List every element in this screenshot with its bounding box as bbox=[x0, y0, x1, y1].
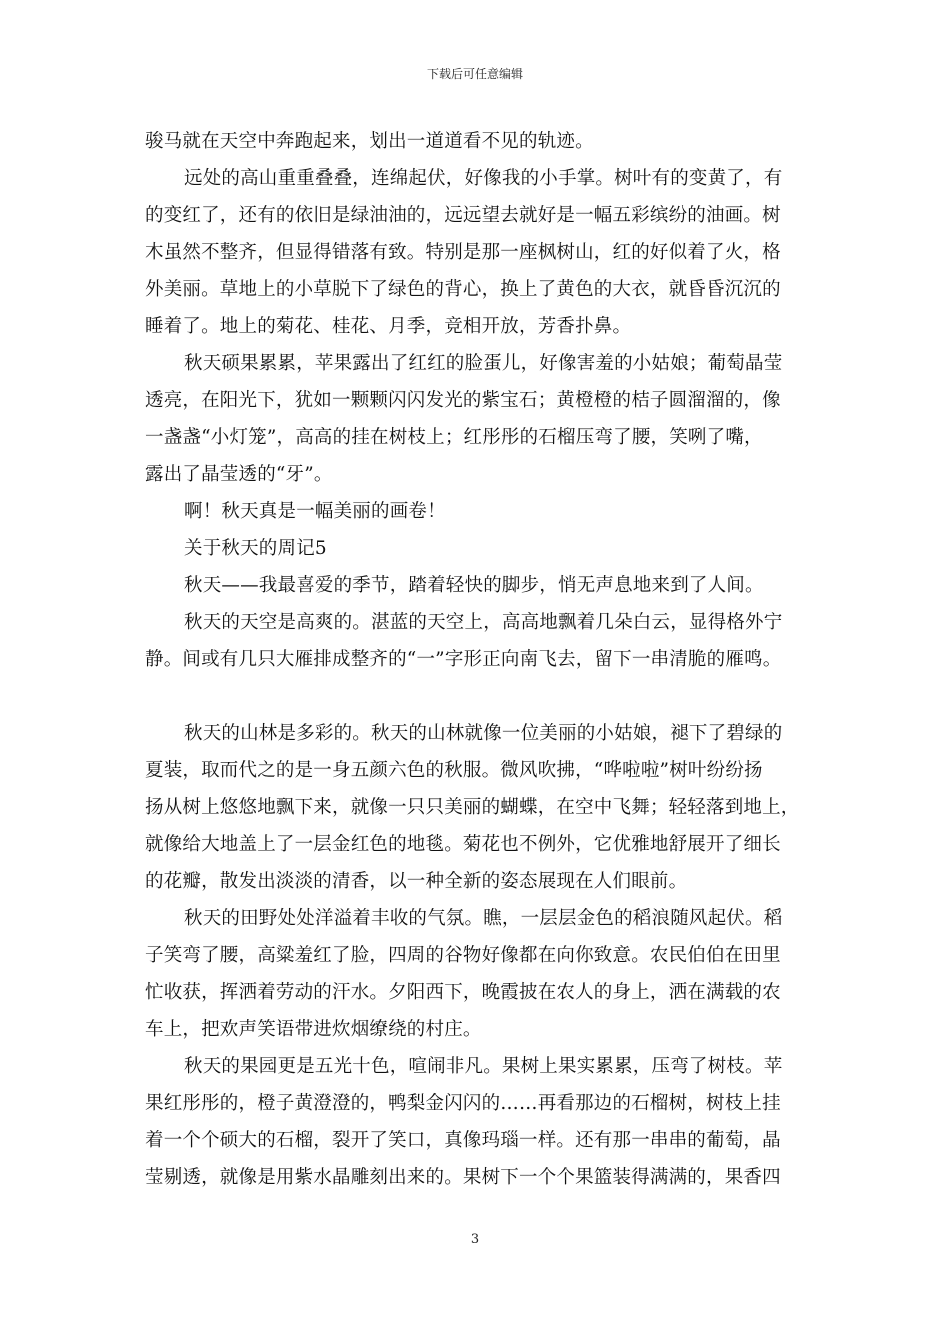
text-line: 外美丽。草地上的小草脱下了绿色的背心，换上了黄色的大衣，就昏昏沉沉的 bbox=[145, 279, 781, 300]
paragraph-start-line: 秋天硕果累累，苹果露出了红红的脸蛋儿，好像害羞的小姑娘；葡萄晶莹 bbox=[184, 353, 783, 374]
text-line: 露出了晶莹透的“牙”。 bbox=[145, 464, 333, 485]
paragraph-start-line: 秋天的田野处处洋溢着丰收的气氛。瞧，一层层金色的稻浪随风起伏。稻 bbox=[184, 908, 783, 929]
section-title: 关于秋天的周记5 bbox=[184, 538, 327, 559]
paragraph-start-line: 秋天的天空是高爽的。湛蓝的天空上，高高地飘着几朵白云，显得格外宁 bbox=[184, 612, 783, 633]
blank-line bbox=[145, 678, 811, 715]
text-line: 骏马就在天空中奔跑起来，划出一道道看不见的轨迹。 bbox=[145, 131, 594, 152]
text-line: 透亮，在阳光下，犹如一颗颗闪闪发光的紫宝石；黄橙橙的桔子圆溜溜的，像 bbox=[145, 390, 781, 411]
paragraph-start-line: 秋天——我最喜爱的季节，踏着轻快的脚步，悄无声息地来到了人间。 bbox=[184, 575, 764, 596]
text-line: 莹剔透，就像是用紫水晶雕刻出来的。果树下一个个果篮装得满满的，果香四 bbox=[145, 1167, 781, 1188]
text-line: 的花瓣，散发出淡淡的清香，以一种全新的姿态展现在人们眼前。 bbox=[145, 871, 688, 892]
text-line: 扬从树上悠悠地飘下来，就像一只只美丽的蝴蝶，在空中飞舞；轻轻落到地上， bbox=[145, 797, 800, 818]
text-line: 一盏盏“小灯笼”，高高的挂在树枝上；红彤彤的石榴压弯了腰，笑咧了嘴， bbox=[145, 427, 763, 448]
page-header: 下载后可任意编辑 bbox=[426, 67, 523, 81]
text-line: 木虽然不整齐，但显得错落有致。特别是那一座枫树山，红的好似着了火，格 bbox=[145, 242, 781, 263]
text-line: 静。间或有几只大雁排成整齐的“一”字形正向南飞去，留下一串清脆的雁鸣。 bbox=[145, 649, 782, 670]
text-line: 的变红了，还有的依旧是绿油油的，远远望去就好是一幅五彩缤纷的油画。树 bbox=[145, 205, 781, 226]
document-body bbox=[145, 123, 811, 1196]
page-number: 3 bbox=[470, 1232, 480, 1247]
text-line: 忙收获，挥洒着劳动的汗水。夕阳西下，晚霞披在农人的身上，洒在满载的农 bbox=[145, 982, 781, 1003]
paragraph-start-line: 啊！秋天真是一幅美丽的画卷！ bbox=[184, 501, 446, 522]
text-line: 睡着了。地上的菊花、桂花、月季，竞相开放，芳香扑鼻。 bbox=[145, 316, 632, 337]
text-line: 着一个个硕大的石榴，裂开了笑口，真像玛瑙一样。还有那一串串的葡萄，晶 bbox=[145, 1130, 781, 1151]
text-line: 车上，把欢声笑语带进炊烟缭绕的村庄。 bbox=[145, 1019, 482, 1040]
paragraph-start-line: 远处的高山重重叠叠，连绵起伏，好像我的小手掌。树叶有的变黄了，有 bbox=[184, 168, 783, 189]
text-line: 就像给大地盖上了一层金红色的地毯。菊花也不例外，它优雅地舒展开了细长 bbox=[145, 834, 781, 855]
text-line: 子笑弯了腰，高粱羞红了脸，四周的谷物好像都在向你致意。农民伯伯在田里 bbox=[145, 945, 781, 966]
text-line: 夏装，取而代之的是一身五颜六色的秋服。微风吹拂，“哗啦啦”树叶纷纷扬 bbox=[145, 760, 763, 781]
paragraph-start-line: 秋天的山林是多彩的。秋天的山林就像一位美丽的小姑娘，褪下了碧绿的 bbox=[184, 723, 783, 744]
paragraph-start-line: 秋天的果园更是五光十色，喧闹非凡。果树上果实累累，压弯了树枝。苹 bbox=[184, 1056, 783, 1077]
text-line: 果红彤彤的，橙子黄澄澄的，鸭梨金闪闪的……再看那边的石榴树，树枝上挂 bbox=[145, 1093, 781, 1114]
